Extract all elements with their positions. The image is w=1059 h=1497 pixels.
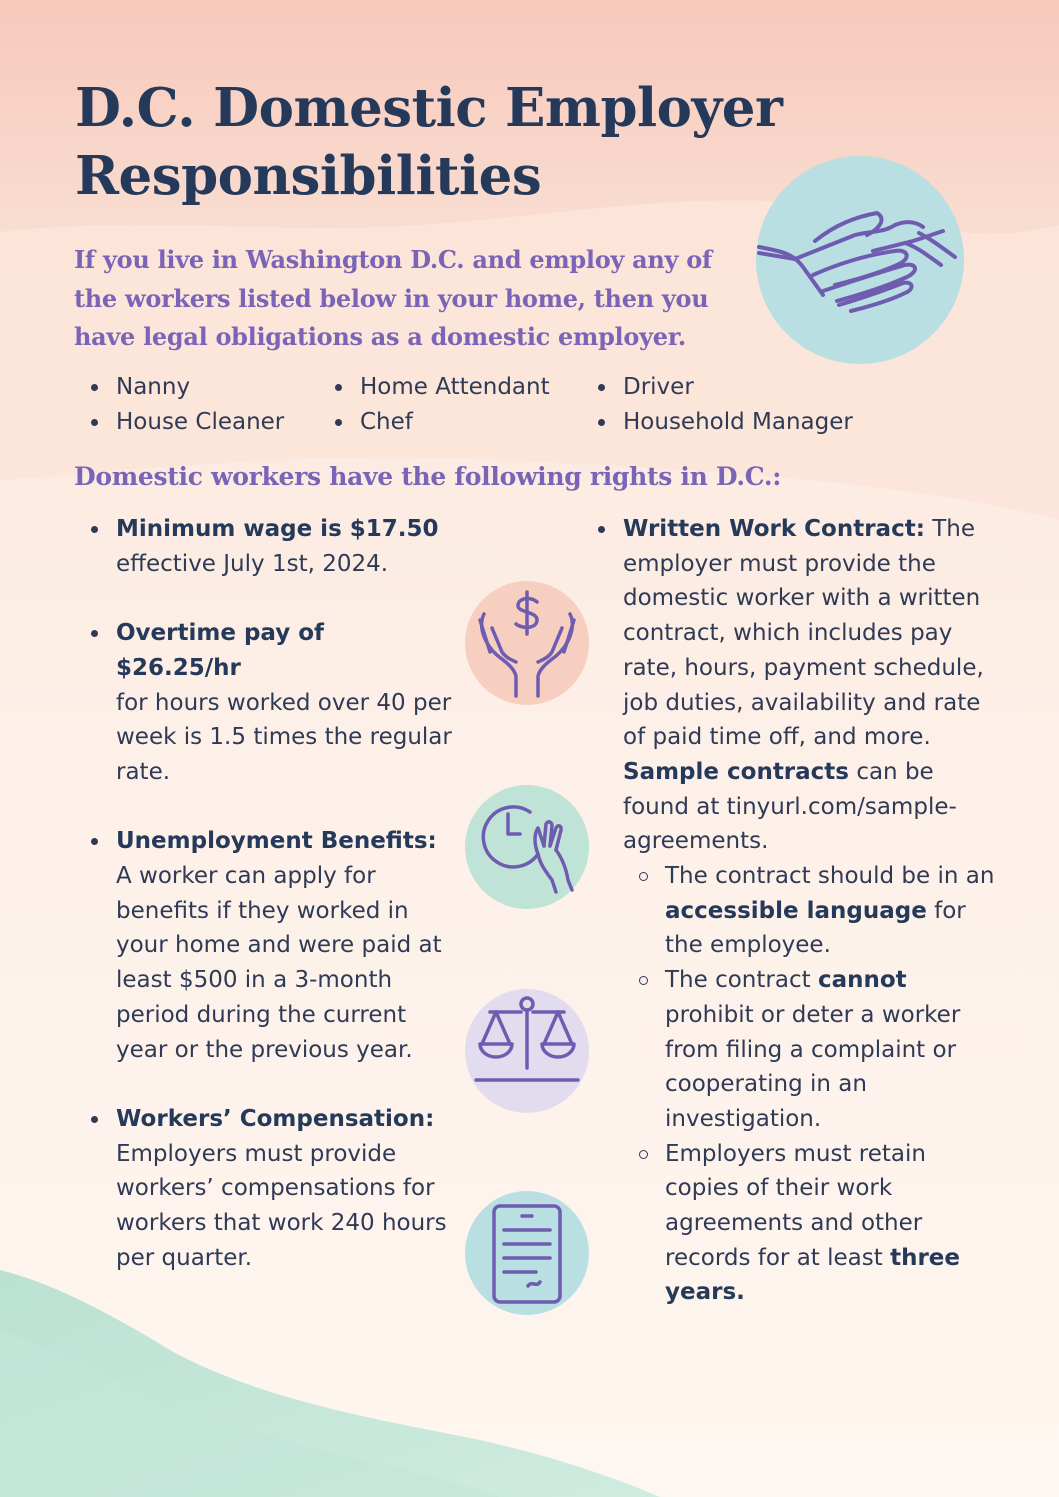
list-item: Home Attendant <box>318 370 550 405</box>
right-title: Workers’ Compensation: <box>116 1105 435 1132</box>
clock-hand-icon <box>464 784 590 910</box>
right-title: Overtime pay of $26.25/hr <box>116 620 325 681</box>
list-item: Nanny <box>74 370 284 405</box>
list-item: Driver <box>581 370 853 405</box>
document-icon <box>464 1190 590 1316</box>
list-item: Chef <box>318 405 550 440</box>
list-item: Household Manager <box>581 405 853 440</box>
handshake-icon <box>755 155 965 365</box>
rights-heading: Domestic workers have the following rights in D.C.: <box>74 462 782 491</box>
workers-list-col2 <box>318 370 550 440</box>
workers-list-col1 <box>74 370 284 440</box>
right-text: The employer must provide the domestic worker with a written contract, which includes pay rate, hours, payment schedule, job duties, availability and rate of paid time off, and more. <box>623 516 984 751</box>
workers-list-col3 <box>581 370 853 440</box>
right-unemployment <box>74 824 454 1067</box>
right-minimum-wage <box>74 512 454 581</box>
right-title: Written Work Contract: <box>623 516 925 542</box>
rights-list-left <box>74 512 454 1310</box>
contract-subpoints <box>623 859 1001 1310</box>
page-title: D.C. Domestic Employer Responsibilities <box>75 77 783 207</box>
right-text: effective July 1st, 2024. <box>116 550 389 577</box>
list-item: Employers must retain copies of their work agreements and other records for at least three years. <box>623 1137 1001 1311</box>
list-item: The contract should be in an accessible language for the employee. <box>623 859 1001 963</box>
rights-list-right <box>581 512 1001 1310</box>
right-title: Unemployment Benefits: <box>116 828 437 855</box>
sample-contracts-text: can be found at tinyurl.com/sample-agreements. <box>623 758 957 855</box>
right-text: for hours worked over 40 per week is 1.5 times the regular rate. <box>116 689 452 785</box>
right-written-contract <box>581 512 1001 1310</box>
right-text: Employers must provide workers’ compensations for workers that work 240 hours per quarter. <box>116 1140 447 1271</box>
list-item: The contract cannot prohibit or deter a worker from filing a complaint or cooperating in an investigation. <box>623 963 1001 1137</box>
scales-icon <box>464 988 590 1114</box>
right-workers-comp <box>74 1102 454 1276</box>
list-item: House Cleaner <box>74 405 284 440</box>
right-title: Minimum wage is $17.50 <box>116 516 439 542</box>
sample-contracts-label: Sample contracts <box>623 758 849 785</box>
right-overtime <box>74 616 454 790</box>
right-text: A worker can apply for benefits if they worked in your home and were paid at least $500 in a 3-month period during the current year or the previous year. <box>116 863 442 1063</box>
intro-text: If you live in Washington D.C. and employ any of the workers listed below in your home, then you have legal obligations as a domestic employer. <box>74 245 712 351</box>
hands-dollar-icon <box>464 580 590 706</box>
